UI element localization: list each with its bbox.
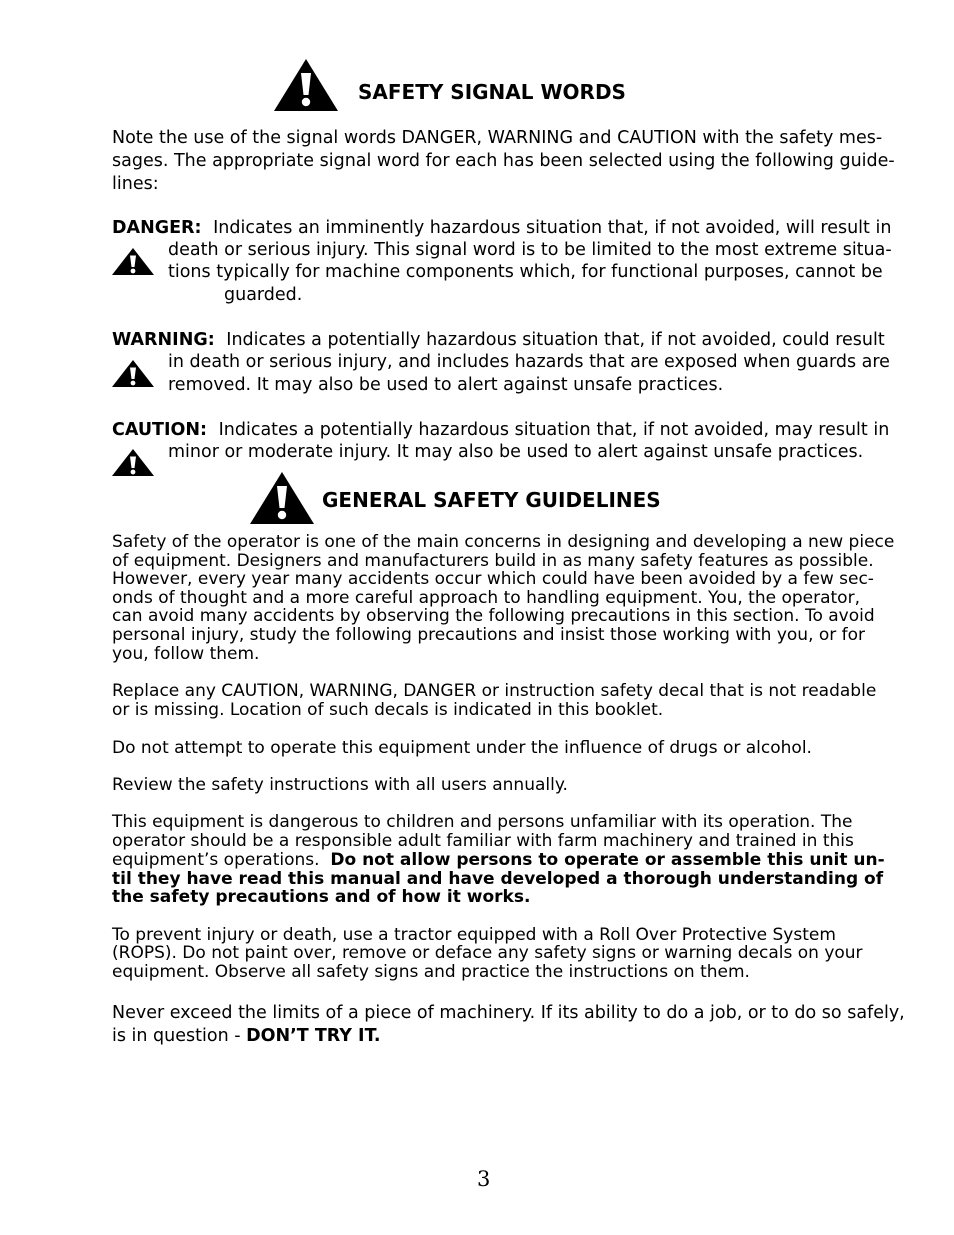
intro-line: Note the use of the signal words DANGER, WARNING and CAUTION with the safety mes- xyxy=(112,128,883,148)
guidelines-paragraph-line: operator should be a responsible adult familiar with farm machinery and trained in this xyxy=(112,831,854,851)
guidelines-paragraph-line: onds of thought and a more careful approach to handling equipment. You, the operator, xyxy=(112,588,860,608)
caution-definition-line xyxy=(112,419,889,441)
warning-triangle-icon xyxy=(111,359,155,388)
guidelines-paragraph-line: Review the safety instructions with all users annually. xyxy=(112,775,568,795)
guidelines-paragraph-line: equipment. Observe all safety signs and practice the instructions on them. xyxy=(112,962,750,982)
guidelines-paragraph-line: or is missing. Location of such decals is indicated in this booklet. xyxy=(112,700,664,720)
guidelines-paragraph-line: can avoid many accidents by observing the following precautions in this section. To avoid xyxy=(112,606,875,626)
question-text: is in question - xyxy=(112,1026,247,1046)
caution-text-line: minor or moderate injury. It may also be used to alert against unsafe practices. xyxy=(168,442,864,462)
section-heading-signal-words: SAFETY SIGNAL WORDS xyxy=(358,80,626,104)
bold-warning-text: Do not allow persons to operate or assemble this unit un- xyxy=(330,850,885,870)
warning-text: Indicates a potentially hazardous situation that, if not avoided, could result xyxy=(226,330,885,350)
guidelines-paragraph-line: personal injury, study the following precautions and insist those working with you, or for xyxy=(112,625,866,645)
danger-definition-line xyxy=(112,217,891,239)
guidelines-paragraph-line: Replace any CAUTION, WARNING, DANGER or instruction safety decal that is not readable xyxy=(112,681,877,701)
page-number: 3 xyxy=(477,1167,491,1191)
guidelines-paragraph-line: (ROPS). Do not paint over, remove or deface any safety signs or warning decals on your xyxy=(112,943,863,963)
danger-text-line: tions typically for machine components which, for functional purposes, cannot be xyxy=(168,262,883,282)
intro-line: lines: xyxy=(112,174,159,194)
warning-triangle-icon xyxy=(111,448,155,477)
bold-warning-text: the safety precautions and of how it works. xyxy=(112,887,531,907)
guidelines-paragraph-line xyxy=(112,851,885,870)
danger-text-line: death or serious injury. This signal word is to be limited to the most extreme situa- xyxy=(168,240,892,260)
bold-warning-text: til they have read this manual and have developed a thorough understanding of xyxy=(112,869,884,889)
caution-label: CAUTION: xyxy=(112,420,208,440)
warning-definition-line xyxy=(112,329,885,351)
warning-label: WARNING: xyxy=(112,330,215,350)
guidelines-paragraph-line: Do not attempt to operate this equipment under the influence of drugs or alcohol. xyxy=(112,738,812,758)
warning-text-line: removed. It may also be used to alert against unsafe practices. xyxy=(168,375,724,395)
guidelines-paragraph-line: of equipment. Designers and manufacturers build in as many safety features as possible. xyxy=(112,551,874,571)
warning-triangle-icon xyxy=(111,247,155,276)
warning-triangle-icon xyxy=(248,470,316,526)
warning-text-line: in death or serious injury, and includes hazards that are exposed when guards are xyxy=(168,352,890,372)
danger-text: Indicates an imminently hazardous situation that, if not avoided, will result in xyxy=(213,218,892,238)
danger-text-line: guarded. xyxy=(224,285,303,305)
guidelines-paragraph-line: Never exceed the limits of a piece of machinery. If its ability to do a job, or to do so safely, xyxy=(112,1003,905,1023)
section-heading-general-guidelines: GENERAL SAFETY GUIDELINES xyxy=(322,488,661,512)
guidelines-paragraph-line: Safety of the operator is one of the main concerns in designing and developing a new piece xyxy=(112,532,895,552)
guidelines-paragraph-line: However, every year many accidents occur which could have been avoided by a few sec- xyxy=(112,569,874,589)
warning-triangle-icon xyxy=(272,57,340,113)
intro-line: sages. The appropriate signal word for each has been selected using the following guide- xyxy=(112,151,895,171)
guidelines-paragraph-line xyxy=(112,1025,381,1047)
caution-text: Indicates a potentially hazardous situation that, if not avoided, may result in xyxy=(218,420,890,440)
dont-try-it-text: DON’T TRY IT. xyxy=(246,1026,381,1046)
operations-text: equipment’s operations. xyxy=(112,850,331,870)
guidelines-paragraph-line: This equipment is dangerous to children and persons unfamiliar with its operation. The xyxy=(112,812,853,832)
guidelines-paragraph-line: you, follow them. xyxy=(112,644,260,664)
guidelines-paragraph-line: To prevent injury or death, use a tractor equipped with a Roll Over Protective System xyxy=(112,925,836,945)
danger-label: DANGER: xyxy=(112,218,202,238)
